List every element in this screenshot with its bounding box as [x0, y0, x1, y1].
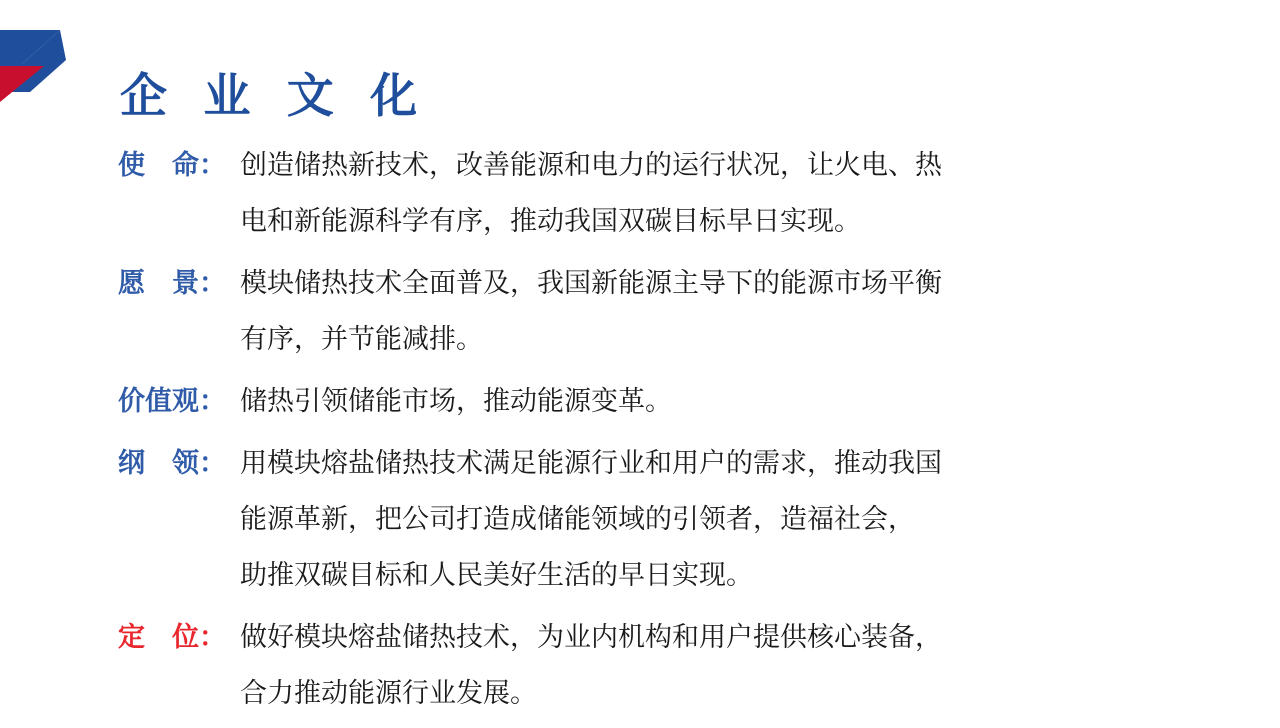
culture-entries-list [118, 138, 1218, 728]
list-item [118, 436, 1218, 604]
entry-line: 助推双碳目标和人民美好生活的早日实现。 [240, 560, 753, 591]
entry-body-values [240, 374, 1218, 430]
entry-label-mission: 使 命： [118, 150, 226, 181]
entry-label-positioning: 定 位： [118, 622, 226, 653]
entry-line: 合力推动能源行业发展。 [240, 678, 537, 709]
entry-line: 用模块熔盐储热技术满足能源行业和用户的需求，推动我国 [240, 448, 942, 479]
corner-decoration-icon [0, 30, 66, 102]
list-item [118, 256, 1218, 368]
entry-body-positioning [240, 610, 1218, 722]
entry-body-program [240, 436, 1218, 604]
page-title: 企 业 文 化 [120, 69, 428, 125]
entry-line: 电和新能源科学有序，推动我国双碳目标早日实现。 [240, 206, 861, 237]
entry-body-mission [240, 138, 1218, 250]
list-item [118, 374, 1218, 430]
entry-label-program: 纲 领： [118, 448, 226, 479]
entry-line: 能源革新，把公司打造成储能领域的引领者，造福社会， [240, 504, 915, 535]
entry-line: 创造储热新技术，改善能源和电力的运行状况，让火电、热 [240, 150, 942, 181]
entry-line: 模块储热技术全面普及，我国新能源主导下的能源市场平衡 [240, 268, 942, 299]
entry-body-vision [240, 256, 1218, 368]
entry-label-values: 价值观： [118, 386, 226, 417]
list-item [118, 610, 1218, 722]
entry-line: 有序，并节能减排。 [240, 324, 483, 355]
entry-line: 做好模块熔盐储热技术，为业内机构和用户提供核心装备， [240, 622, 942, 653]
entry-label-vision: 愿 景： [118, 268, 226, 299]
list-item [118, 138, 1218, 250]
entry-line: 储热引领储能市场，推动能源变革。 [240, 386, 672, 417]
